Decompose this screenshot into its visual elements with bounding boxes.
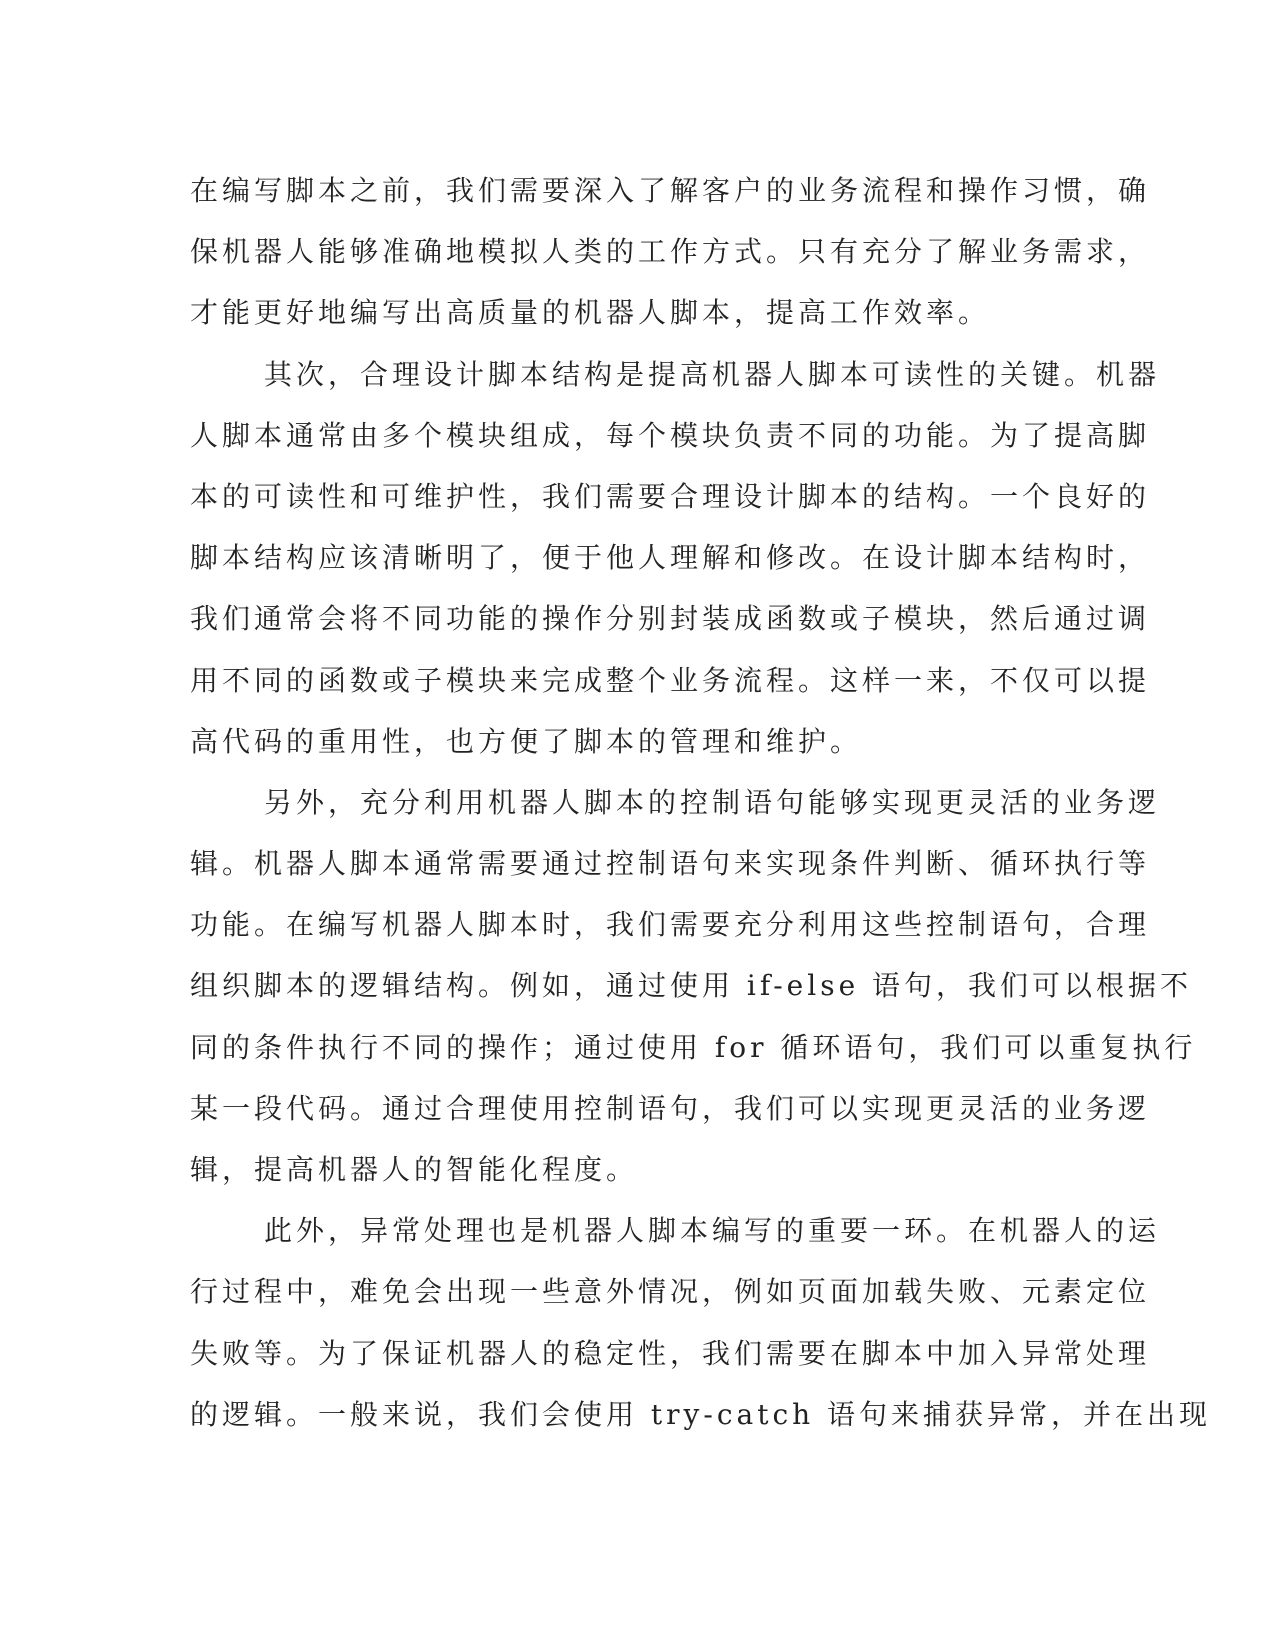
text-line: 在编写脚本之前，我们需要深入了解客户的业务流程和操作习惯，确: [190, 174, 1151, 207]
text-line: 其次，合理设计脚本结构是提高机器人脚本可读性的关键。机器: [264, 357, 1161, 391]
text-line: 辑，提高机器人的智能化程度。: [190, 1153, 639, 1186]
text-line: 人脚本通常由多个模块组成，每个模块负责不同的功能。为了提高脚: [190, 418, 1151, 452]
text-line: 此外，异常处理也是机器人脚本编写的重要一环。在机器人的运: [264, 1214, 1161, 1248]
text-line: 才能更好地编写出高质量的机器人脚本，提高工作效率。: [190, 296, 991, 330]
text-line: 保机器人能够准确地模拟人类的工作方式。只有充分了解业务需求，: [190, 235, 1151, 269]
text-line: 失败等。为了保证机器人的稳定性，我们需要在脚本中加入异常处理: [190, 1336, 1151, 1370]
document-body: [190, 160, 1212, 1445]
text-line: 辑。机器人脚本通常需要通过控制语句来实现条件判断、循环执行等: [190, 847, 1151, 881]
text-line: 功能。在编写机器人脚本时，我们需要充分利用这些控制语句，合理: [190, 908, 1151, 942]
text-line: 本的可读性和可维护性，我们需要合理设计脚本的结构。一个良好的: [190, 479, 1151, 513]
text-line: 高代码的重用性，也方便了脚本的管理和维护。: [190, 724, 863, 758]
text-line: 某一段代码。通过合理使用控制语句，我们可以实现更灵活的业务逻: [190, 1091, 1151, 1125]
paragraph-4: [190, 1200, 1212, 1445]
text-line: 的逻辑。一般来说，我们会使用 try-catch 语句来捕获异常，并在出现: [190, 1397, 1212, 1431]
text-line: 我们通常会将不同功能的操作分别封装成函数或子模块，然后通过调: [190, 602, 1151, 636]
text-line: 用不同的函数或子模块来完成整个业务流程。这样一来，不仅可以提: [190, 663, 1151, 697]
text-line: 行过程中，难免会出现一些意外情况，例如页面加载失败、元素定位: [190, 1275, 1151, 1309]
text-line: 脚本结构应该清晰明了，便于他人理解和修改。在设计脚本结构时，: [190, 541, 1151, 575]
text-line: 另外，充分利用机器人脚本的控制语句能够实现更灵活的业务逻: [264, 785, 1161, 819]
text-line: 同的条件执行不同的操作；通过使用 for 循环语句，我们可以重复执行: [190, 1030, 1197, 1064]
paragraph-3: [190, 772, 1197, 1200]
paragraph-1: [190, 160, 1151, 344]
text-line: 组织脚本的逻辑结构。例如，通过使用 if-else 语句，我们可以根据不: [190, 969, 1193, 1003]
paragraph-2: [190, 344, 1161, 772]
